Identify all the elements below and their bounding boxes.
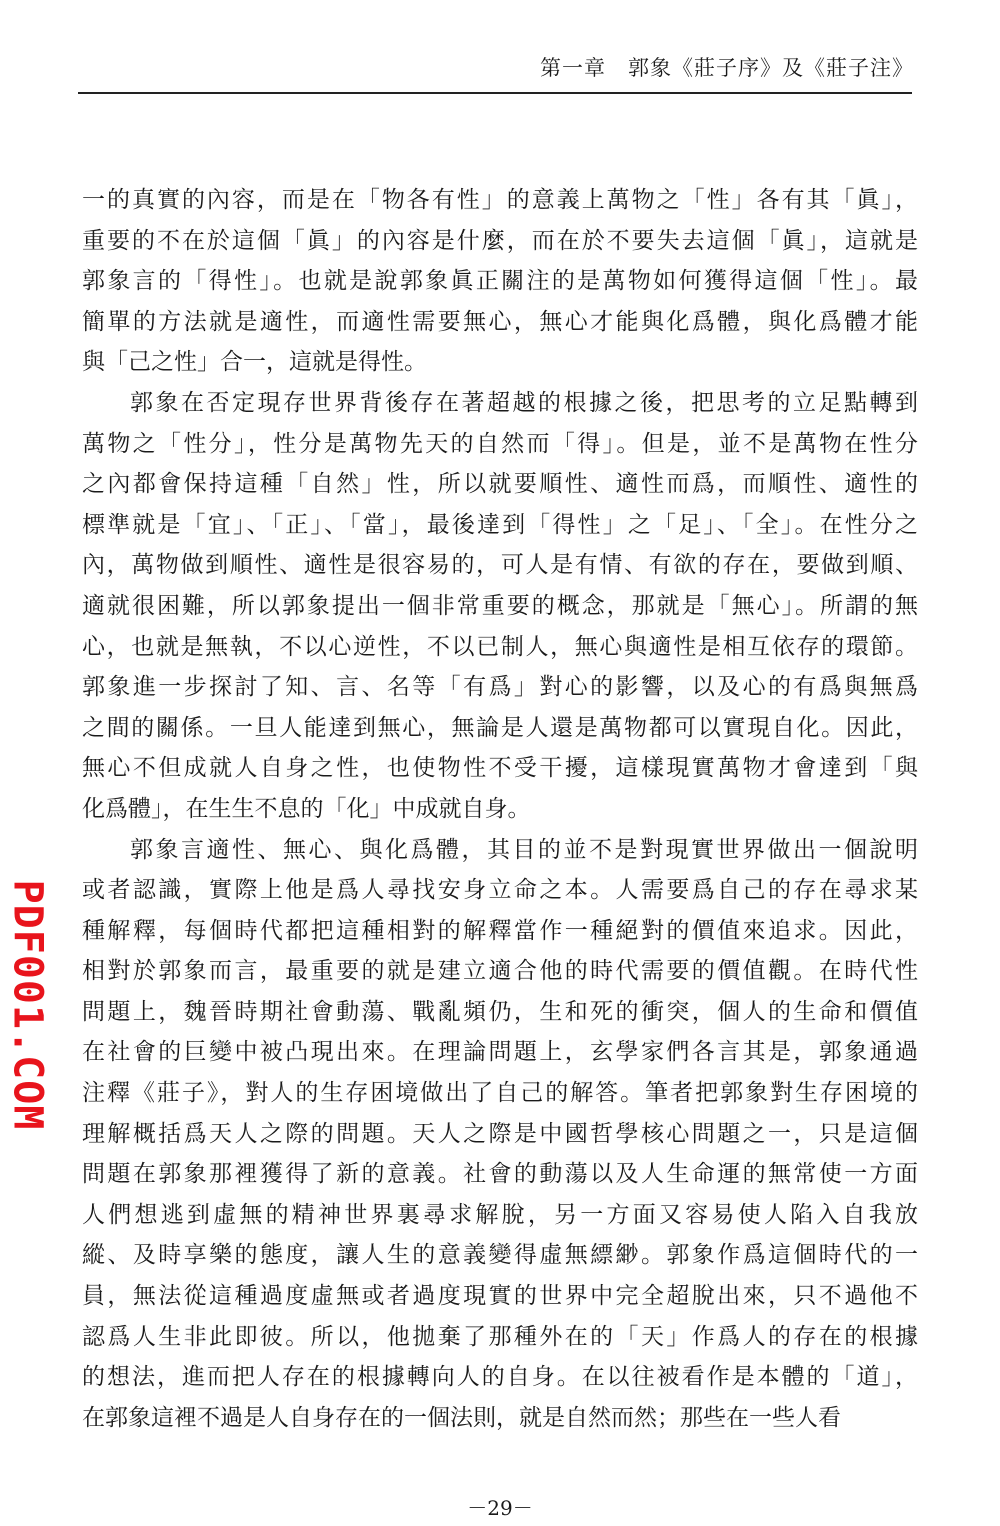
text-line: 之間的關係。一旦人能達到無心，無論是人還是萬物都可以實現自化。因此， [82,714,918,741]
text-line: 化爲體」，在生生不息的「化」中成就自身。 [82,795,531,822]
text-line: 標準就是「宜」、「正」、「當」，最後達到「得性」之「足」、「全」。在性分之 [82,511,918,538]
text-line: 一的真實的內容，而是在「物各有性」的意義上萬物之「性」各有其「眞」， [82,187,918,213]
text-line: 問題上，魏晉時期社會動蕩、戰亂頻仍，生和死的衝突，個人的生命和價值 [82,998,918,1025]
text-line: 縱、及時享樂的態度，讓人生的意義變得虛無縹緲。郭象作爲這個時代的一 [82,1242,918,1269]
text-line: 適就很困難，所以郭象提出一個非常重要的概念，那就是「無心」。所謂的無 [82,592,918,619]
text-line: 種解釋，每個時代都把這種相對的解釋當作一種絕對的價值來追求。因此， [82,917,918,944]
paragraph [82,383,918,830]
text-line: 重要的不在於這個「眞」的內容是什麼，而在於不要失去這個「眞」，這就是 [82,227,918,254]
watermark [5,880,49,1130]
body-text [82,180,918,1438]
text-line: 的想法，進而把人存在的根據轉向人的自身。在以往被看作是本體的「道」， [82,1364,918,1391]
text-line: 與「己之性」合一，這就是得性。 [82,349,427,376]
text-line: 員，無法從這種過度虛無或者過度現實的世界中完全超脫出來，只不過他不 [82,1283,918,1310]
text-line: 在社會的巨變中被凸現出來。在理論問題上，玄學家們各言其是，郭象通過 [82,1039,918,1066]
text-line: 或者認識，實際上他是爲人尋找安身立命之本。人需要爲自己的存在尋求某 [82,877,918,904]
text-line: 郭象在否定現存世界背後存在著超越的根據之後，把思考的立足點轉到 [130,389,918,416]
paragraph [82,180,918,383]
text-line: 理解概括爲天人之際的問題。天人之際是中國哲學核心問題之一，只是這個 [82,1120,918,1147]
text-line: 內，萬物做到順性、適性是很容易的，可人是有情、有欲的存在，要做到順、 [82,552,918,579]
text-line: 相對於郭象而言，最重要的就是建立適合他的時代需要的價值觀。在時代性 [82,958,918,985]
text-line: 注釋《莊子》，對人的生存困境做出了自己的解答。筆者把郭象對生存困境的 [82,1080,918,1107]
text-line: 無心不但成就人自身之性，也使物性不受干擾，這樣現實萬物才會達到「與 [82,755,918,782]
text-line: 郭象言適性、無心、與化爲體，其目的並不是對現實世界做出一個說明 [130,836,918,863]
text-line: 在郭象這裡不過是人自身存在的一個法則，就是自然而然；那些在一些人看 [82,1404,841,1431]
running-header-title: 第一章 郭象《莊子序》及《莊子注》 [540,56,914,80]
text-line: 萬物之「性分」，性分是萬物先天的自然而「得」。但是，並不是萬物在性分 [82,430,918,457]
text-line: 認爲人生非此即彼。所以，他拋棄了那種外在的「天」作爲人的存在的根據 [82,1323,918,1350]
text-line: 心，也就是無執，不以心逆性，不以已制人，無心與適性是相互依存的環節。 [82,633,918,660]
paragraph [82,830,918,1439]
text-line: 問題在郭象那裡獲得了新的意義。社會的動蕩以及人生命運的無常使一方面 [82,1161,918,1188]
text-line: 之內都會保持這種「自然」性，所以就要順性、適性而爲，而順性、適性的 [82,471,918,498]
text-line: 郭象言的「得性」。也就是說郭象眞正關注的是萬物如何獲得這個「性」。最 [82,268,918,295]
text-line: 簡單的方法就是適性，而適性需要無心，無心才能與化爲體，與化爲體才能 [82,308,918,335]
text-line: 人們想逃到虛無的精神世界裏尋求解脫，另一方面又容易使人陷入自我放 [82,1201,918,1228]
text-line: 郭象進一步探討了知、言、名等「有爲」對心的影響，以及心的有爲與無爲 [82,674,918,701]
watermark-text: PDF001.COM [4,879,51,1131]
header-rule [78,92,912,94]
page-number: －29－ [467,1496,533,1520]
